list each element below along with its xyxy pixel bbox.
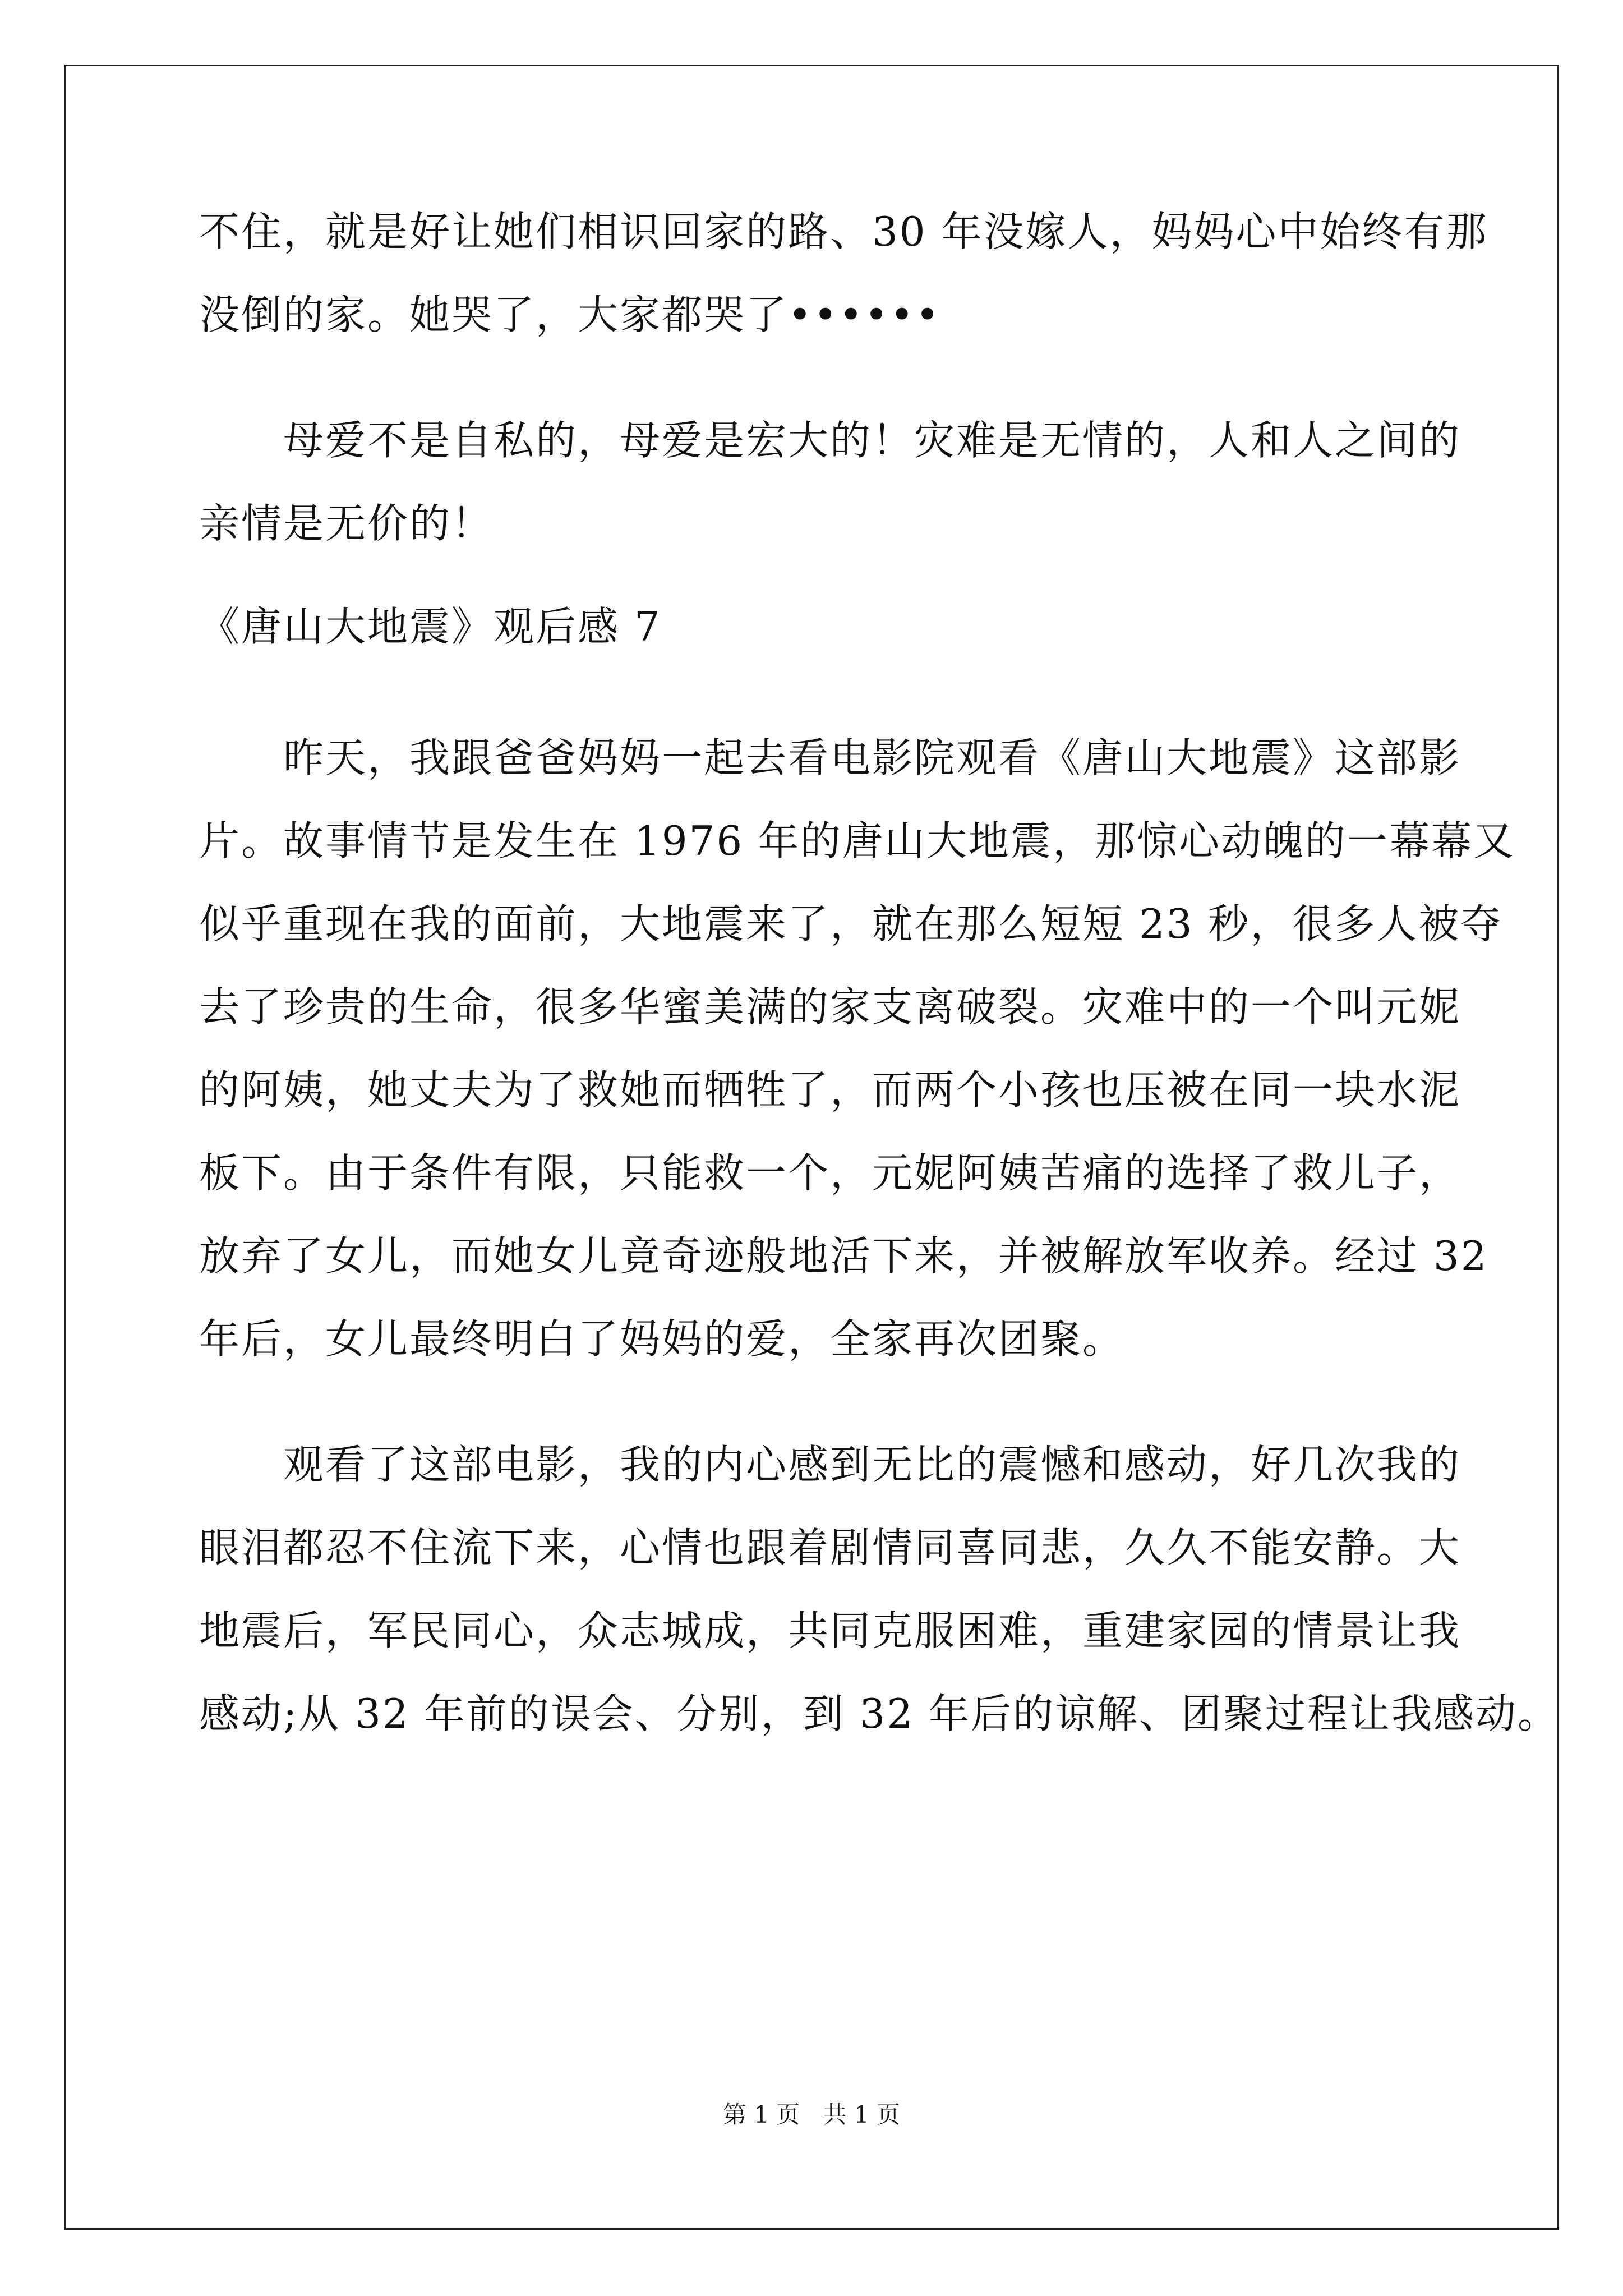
paragraph-line: 母爱不是自私的，母爱是宏大的！灾难是无情的，人和人之间的	[199, 417, 1461, 464]
text-line: 感动;从 32 年前的误会、分别，到 32 年后的谅解、团聚过程让我感动。	[199, 1690, 1560, 1737]
page-footer	[0, 2098, 1623, 2132]
text-line: 亲情是无价的！	[199, 500, 494, 547]
text-line: 去了珍贵的生命，很多华蜜美满的家支离破裂。灾难中的一个叫元妮	[199, 983, 1461, 1030]
text-line: 似乎重现在我的面前，大地震来了，就在那么短短 23 秒，很多人被夺	[199, 900, 1503, 947]
text-line: 眼泪都忍不住流下来，心情也跟着剧情同喜同悲，久久不能安静。大	[199, 1524, 1461, 1571]
text-line: 板下。由于条件有限，只能救一个，元妮阿姨苦痛的选择了救儿子，	[199, 1149, 1461, 1197]
text-line: 的阿姨，她丈夫为了救她而牺牲了，而两个小孩也压被在同一块水泥	[199, 1066, 1461, 1114]
text-line: 没倒的家。她哭了，大家都哭了••••••	[199, 291, 941, 338]
text-line: 放弃了女儿，而她女儿竟奇迹般地活下来，并被解放军收养。经过 32	[199, 1232, 1488, 1280]
paragraph-line: 观看了这部电影，我的内心感到无比的震憾和感动，好几次我的	[199, 1441, 1461, 1488]
section-heading: 《唐山大地震》观后感 7	[199, 603, 662, 650]
text-line: 地震后，军民同心，众志城成，共同克服困难，重建家园的情景让我	[199, 1607, 1461, 1654]
text-line: 片。故事情节是发生在 1976 年的唐山大地震，那惊心动魄的一幕幕又	[199, 817, 1516, 864]
paragraph-line: 昨天，我跟爸爸妈妈一起去看电影院观看《唐山大地震》这部影	[199, 734, 1461, 781]
page-total: 共 1 页	[823, 2101, 901, 2128]
text-line: 年后，女儿最终明白了妈妈的爱，全家再次团聚。	[199, 1315, 1125, 1363]
text-line: 不住，就是好让她们相识回家的路、30 年没嫁人，妈妈心中始终有那	[199, 208, 1488, 255]
page-number: 第 1 页	[722, 2101, 800, 2128]
